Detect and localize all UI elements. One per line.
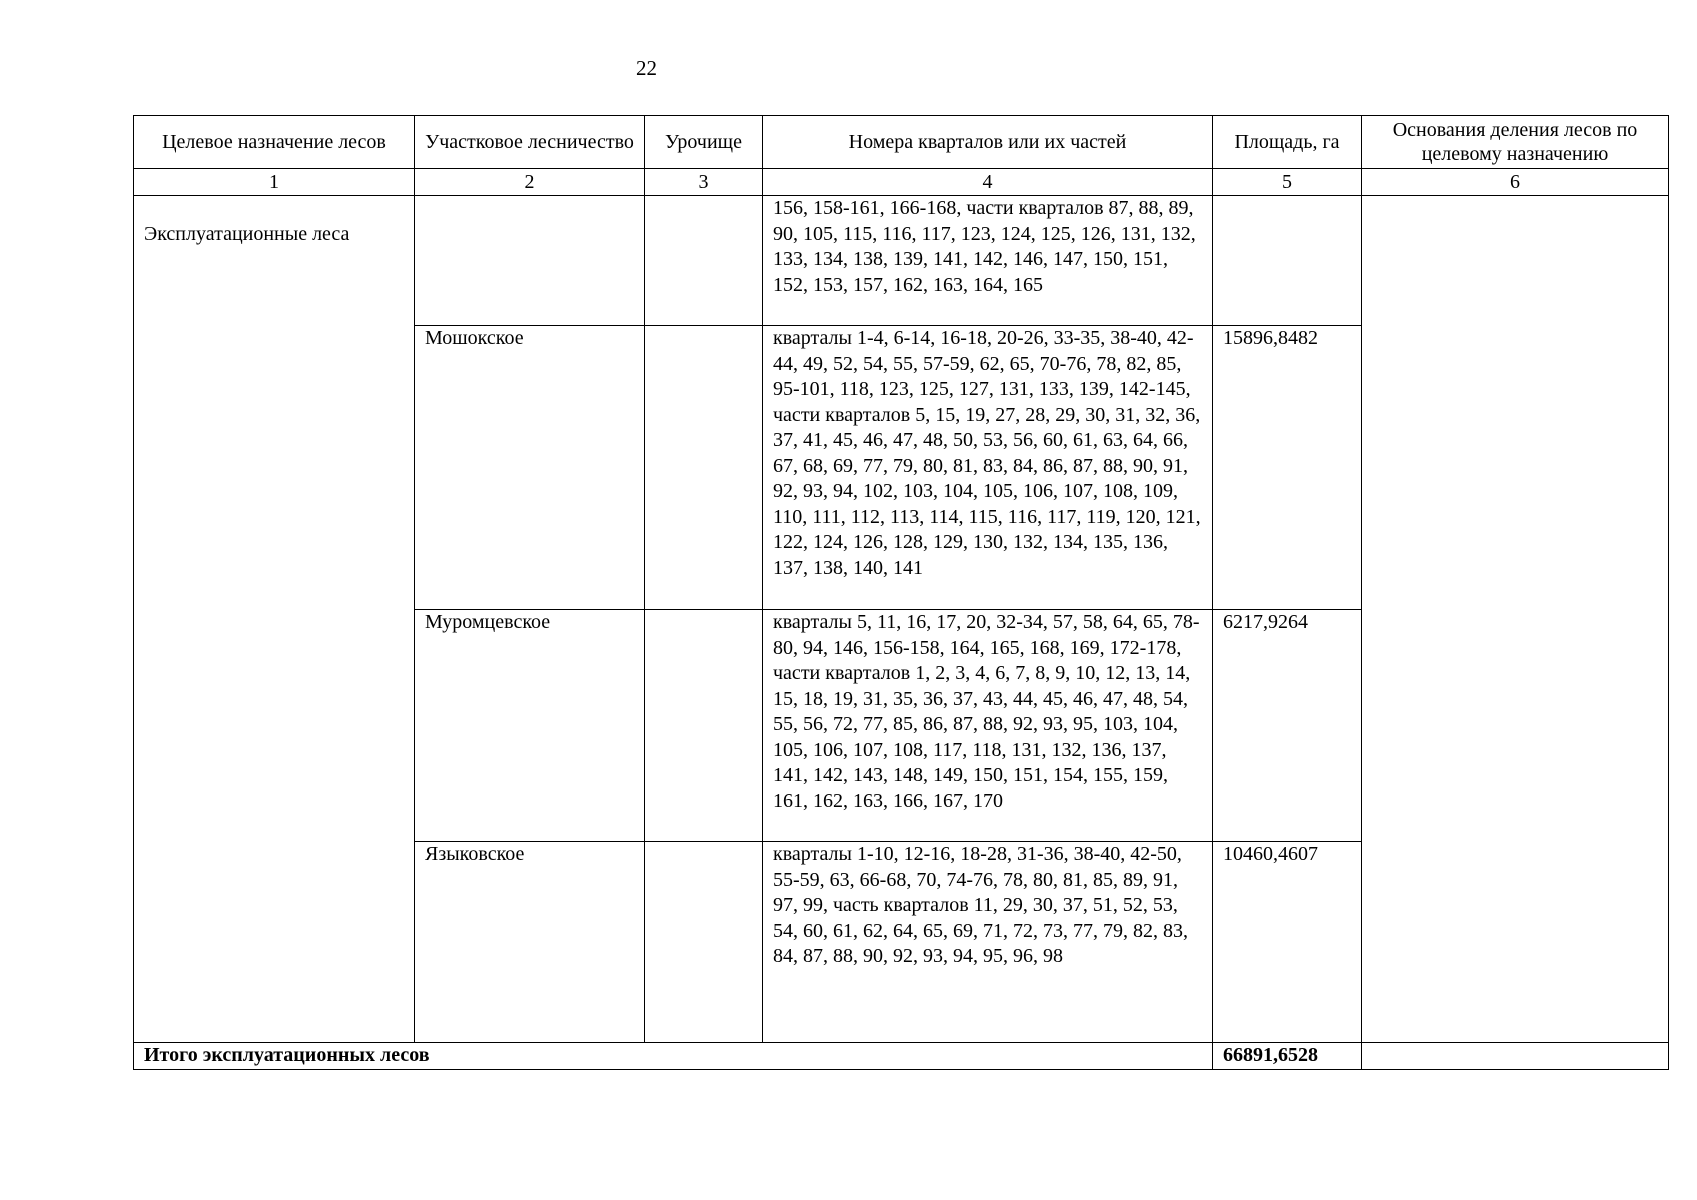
total-basis-cell <box>1362 1043 1669 1070</box>
total-row <box>134 1043 1669 1070</box>
area-cell: 15896,8482 <box>1213 326 1362 610</box>
quarters-cell: 156, 158-161, 166-168, части кварталов 87, 88, 89, 90, 105, 115, 116, 117, 123, 124, 125, 126, 131, 132, 133, 134, 138, 139, 141, 142, 146, 147, 150, 151, 152, 153, 157, 162, 163, 164, 165 <box>763 196 1213 326</box>
quarters-cell: кварталы 1-10, 12-16, 18-28, 31-36, 38-40, 42-50, 55-59, 63, 66-68, 70, 74-76, 78, 80, 81, 85, 89, 91, 97, 99, часть кварталов 11, 29, 30, 37, 51, 52, 53, 54, 60, 61, 62, 64, 65, 69, 71, 72, 73, 77, 79, 82, 83, 84, 87, 88, 90, 92, 93, 94, 95, 96, 98 <box>763 842 1213 1043</box>
total-label: Итого эксплуатационных лесов <box>134 1043 1213 1070</box>
quarters-cell: кварталы 5, 11, 16, 17, 20, 32-34, 57, 58, 64, 65, 78-80, 94, 146, 156-158, 164, 165, 168, 169, 172-178, части кварталов 1, 2, 3, 4, 6, 7, 8, 9, 10, 12, 13, 14, 15, 18, 19, 31, 35, 36, 37, 43, 44, 45, 46, 47, 48, 54, 55, 56, 72, 77, 85, 86, 87, 88, 92, 93, 95, 103, 104, 105, 106, 107, 108, 117, 118, 131, 132, 136, 137, 141, 142, 143, 148, 149, 150, 151, 154, 155, 159, 161, 162, 163, 166, 167, 170 <box>763 610 1213 842</box>
column-number: 2 <box>415 169 645 196</box>
page-number: 22 <box>636 56 657 80</box>
header-basis: Основания деления лесов по целевому назначению <box>1362 116 1669 169</box>
area-cell: 6217,9264 <box>1213 610 1362 842</box>
header-quarters: Номера кварталов или их частей <box>763 116 1213 169</box>
district-cell: Языковское <box>415 842 645 1043</box>
district-cell: Муромцевское <box>415 610 645 842</box>
district-cell <box>415 196 645 326</box>
quarters-cell: кварталы 1-4, 6-14, 16-18, 20-26, 33-35, 38-40, 42-44, 49, 52, 54, 55, 57-59, 62, 65, 70-76, 78, 82, 85, 95-101, 118, 123, 125, 127, 131, 133, 139, 142-145, части кварталов 5, 15, 19, 27, 28, 29, 30, 31, 32, 36, 37, 41, 45, 46, 47, 48, 50, 53, 56, 60, 61, 63, 64, 66, 67, 68, 69, 77, 79, 80, 81, 83, 84, 86, 87, 88, 90, 91, 92, 93, 94, 102, 103, 104, 105, 106, 107, 108, 109, 110, 111, 112, 113, 114, 115, 116, 117, 119, 120, 121, 122, 124, 126, 128, 129, 130, 132, 134, 135, 136, 137, 138, 140, 141 <box>763 326 1213 610</box>
column-number-row <box>134 169 1669 196</box>
basis-cell <box>1362 196 1669 1043</box>
area-cell <box>1213 196 1362 326</box>
column-number: 1 <box>134 169 415 196</box>
tract-cell <box>645 196 763 326</box>
header-area: Площадь, га <box>1213 116 1362 169</box>
header-purpose: Целевое назначение лесов <box>134 116 415 169</box>
column-number: 5 <box>1213 169 1362 196</box>
district-cell: Мошокское <box>415 326 645 610</box>
forest-purpose-table <box>133 115 1669 1070</box>
tract-cell <box>645 842 763 1043</box>
header-tract: Урочище <box>645 116 763 169</box>
tract-cell <box>645 610 763 842</box>
table-header-row <box>134 116 1669 169</box>
purpose-cell: Эксплуатационные леса <box>134 196 415 1043</box>
total-area: 66891,6528 <box>1213 1043 1362 1070</box>
column-number: 3 <box>645 169 763 196</box>
table-row <box>134 196 1669 326</box>
tract-cell <box>645 326 763 610</box>
column-number: 4 <box>763 169 1213 196</box>
area-cell: 10460,4607 <box>1213 842 1362 1043</box>
header-district: Участковое лесничество <box>415 116 645 169</box>
column-number: 6 <box>1362 169 1669 196</box>
